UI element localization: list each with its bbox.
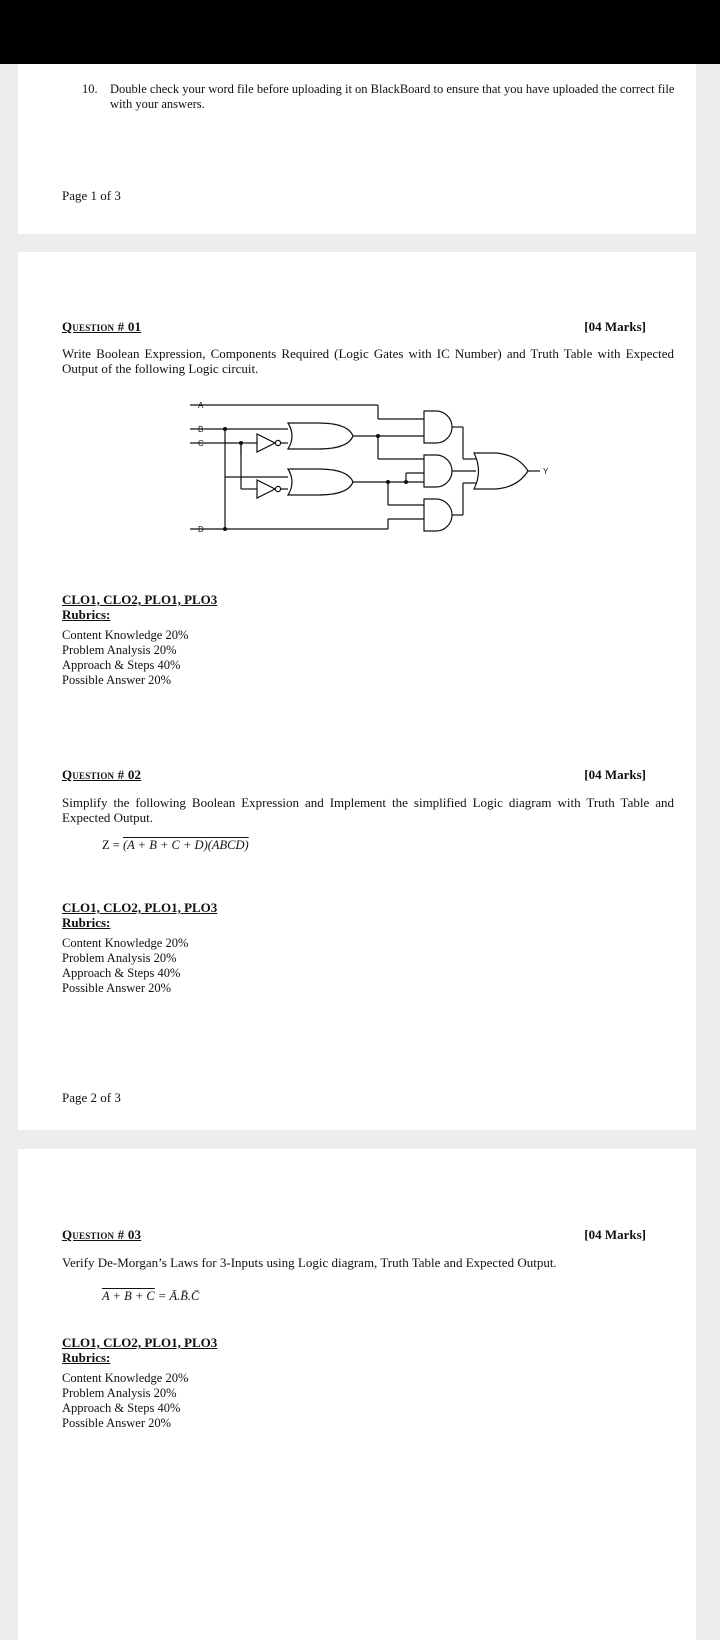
equation-lhs: A + B + C [102, 1289, 155, 1303]
question-2-clo [62, 900, 217, 930]
question-1-title: Question # 01 [62, 319, 142, 334]
question-3-title: Question # 03 [62, 1227, 142, 1242]
question-1-header [62, 319, 646, 335]
question-1-clo [62, 592, 217, 622]
question-2-header [62, 767, 646, 783]
question-3-header [62, 1227, 646, 1243]
document-page-3 [18, 1149, 696, 1640]
input-label-d: D [198, 525, 204, 534]
page-footer: Page 2 of 3 [62, 1090, 121, 1105]
equation-rhs: = Ā.B̄.C̄ [157, 1289, 200, 1303]
input-label-b: B [198, 425, 204, 434]
question-3-equation [102, 1289, 199, 1304]
question-3-clo [62, 1335, 217, 1365]
document-page-1 [18, 64, 696, 234]
rubric-item: Problem Analysis 20% [62, 1386, 177, 1400]
rubrics-label: Rubrics: [62, 607, 111, 622]
clo-text: CLO1, CLO2, PLO1, PLO3 [62, 1335, 218, 1350]
input-label-a: A [198, 401, 204, 410]
question-3-text: Verify De-Morgan’s Laws for 3-Inputs using Logic diagram, Truth Table and Expected Output. [62, 1255, 557, 1270]
question-2-rubrics [62, 936, 188, 996]
rubric-item: Content Knowledge 20% [62, 628, 189, 642]
rubric-item: Possible Answer 20% [62, 981, 172, 995]
question-2-title: Question # 02 [62, 767, 142, 782]
question-3-rubrics [62, 1371, 188, 1431]
rubric-item: Problem Analysis 20% [62, 951, 177, 965]
clo-text: CLO1, CLO2, PLO1, PLO3 [62, 592, 218, 607]
logic-circuit-diagram [178, 397, 558, 547]
question-2-marks: [04 Marks] [584, 767, 646, 782]
rubric-item: Possible Answer 20% [62, 1416, 172, 1430]
equation-term-2: (ABCD) [207, 838, 249, 852]
item-number: 10. [82, 82, 98, 96]
rubric-item: Approach & Steps 40% [62, 1401, 181, 1415]
output-label-y: Y [543, 467, 549, 476]
rubric-item: Possible Answer 20% [62, 673, 172, 687]
clo-text: CLO1, CLO2, PLO1, PLO3 [62, 900, 218, 915]
rubrics-label: Rubrics: [62, 915, 111, 930]
question-2-text: Simplify the following Boolean Expression and Implement the simplified Logic diagram with Truth Table and Expected Output. [62, 795, 674, 825]
rubric-item: Problem Analysis 20% [62, 643, 177, 657]
question-3-marks: [04 Marks] [584, 1227, 646, 1242]
rubric-item: Approach & Steps 40% [62, 658, 181, 672]
instruction-item-10 [82, 82, 682, 112]
document-page-2 [18, 252, 696, 1130]
rubric-item: Content Knowledge 20% [62, 936, 189, 950]
rubrics-label: Rubrics: [62, 1350, 111, 1365]
question-1-marks: [04 Marks] [584, 319, 646, 334]
question-1-text: Write Boolean Expression, Components Required (Logic Gates with IC Number) and Truth Table with Expected Output of the following Logic circuit. [62, 346, 674, 376]
question-1-rubrics [62, 628, 188, 688]
equation-prefix: Z = [102, 838, 120, 852]
top-black-bar [0, 0, 720, 64]
item-text: Double check your word file before uploading it on BlackBoard to ensure that you have uploaded the correct file with your answers. [110, 82, 675, 111]
question-2-equation [102, 838, 249, 853]
input-label-c: C [198, 439, 204, 448]
rubric-item: Content Knowledge 20% [62, 1371, 189, 1385]
page-footer: Page 1 of 3 [62, 188, 121, 203]
rubric-item: Approach & Steps 40% [62, 966, 181, 980]
equation-term-1: (A + B + C + D) [122, 838, 208, 852]
